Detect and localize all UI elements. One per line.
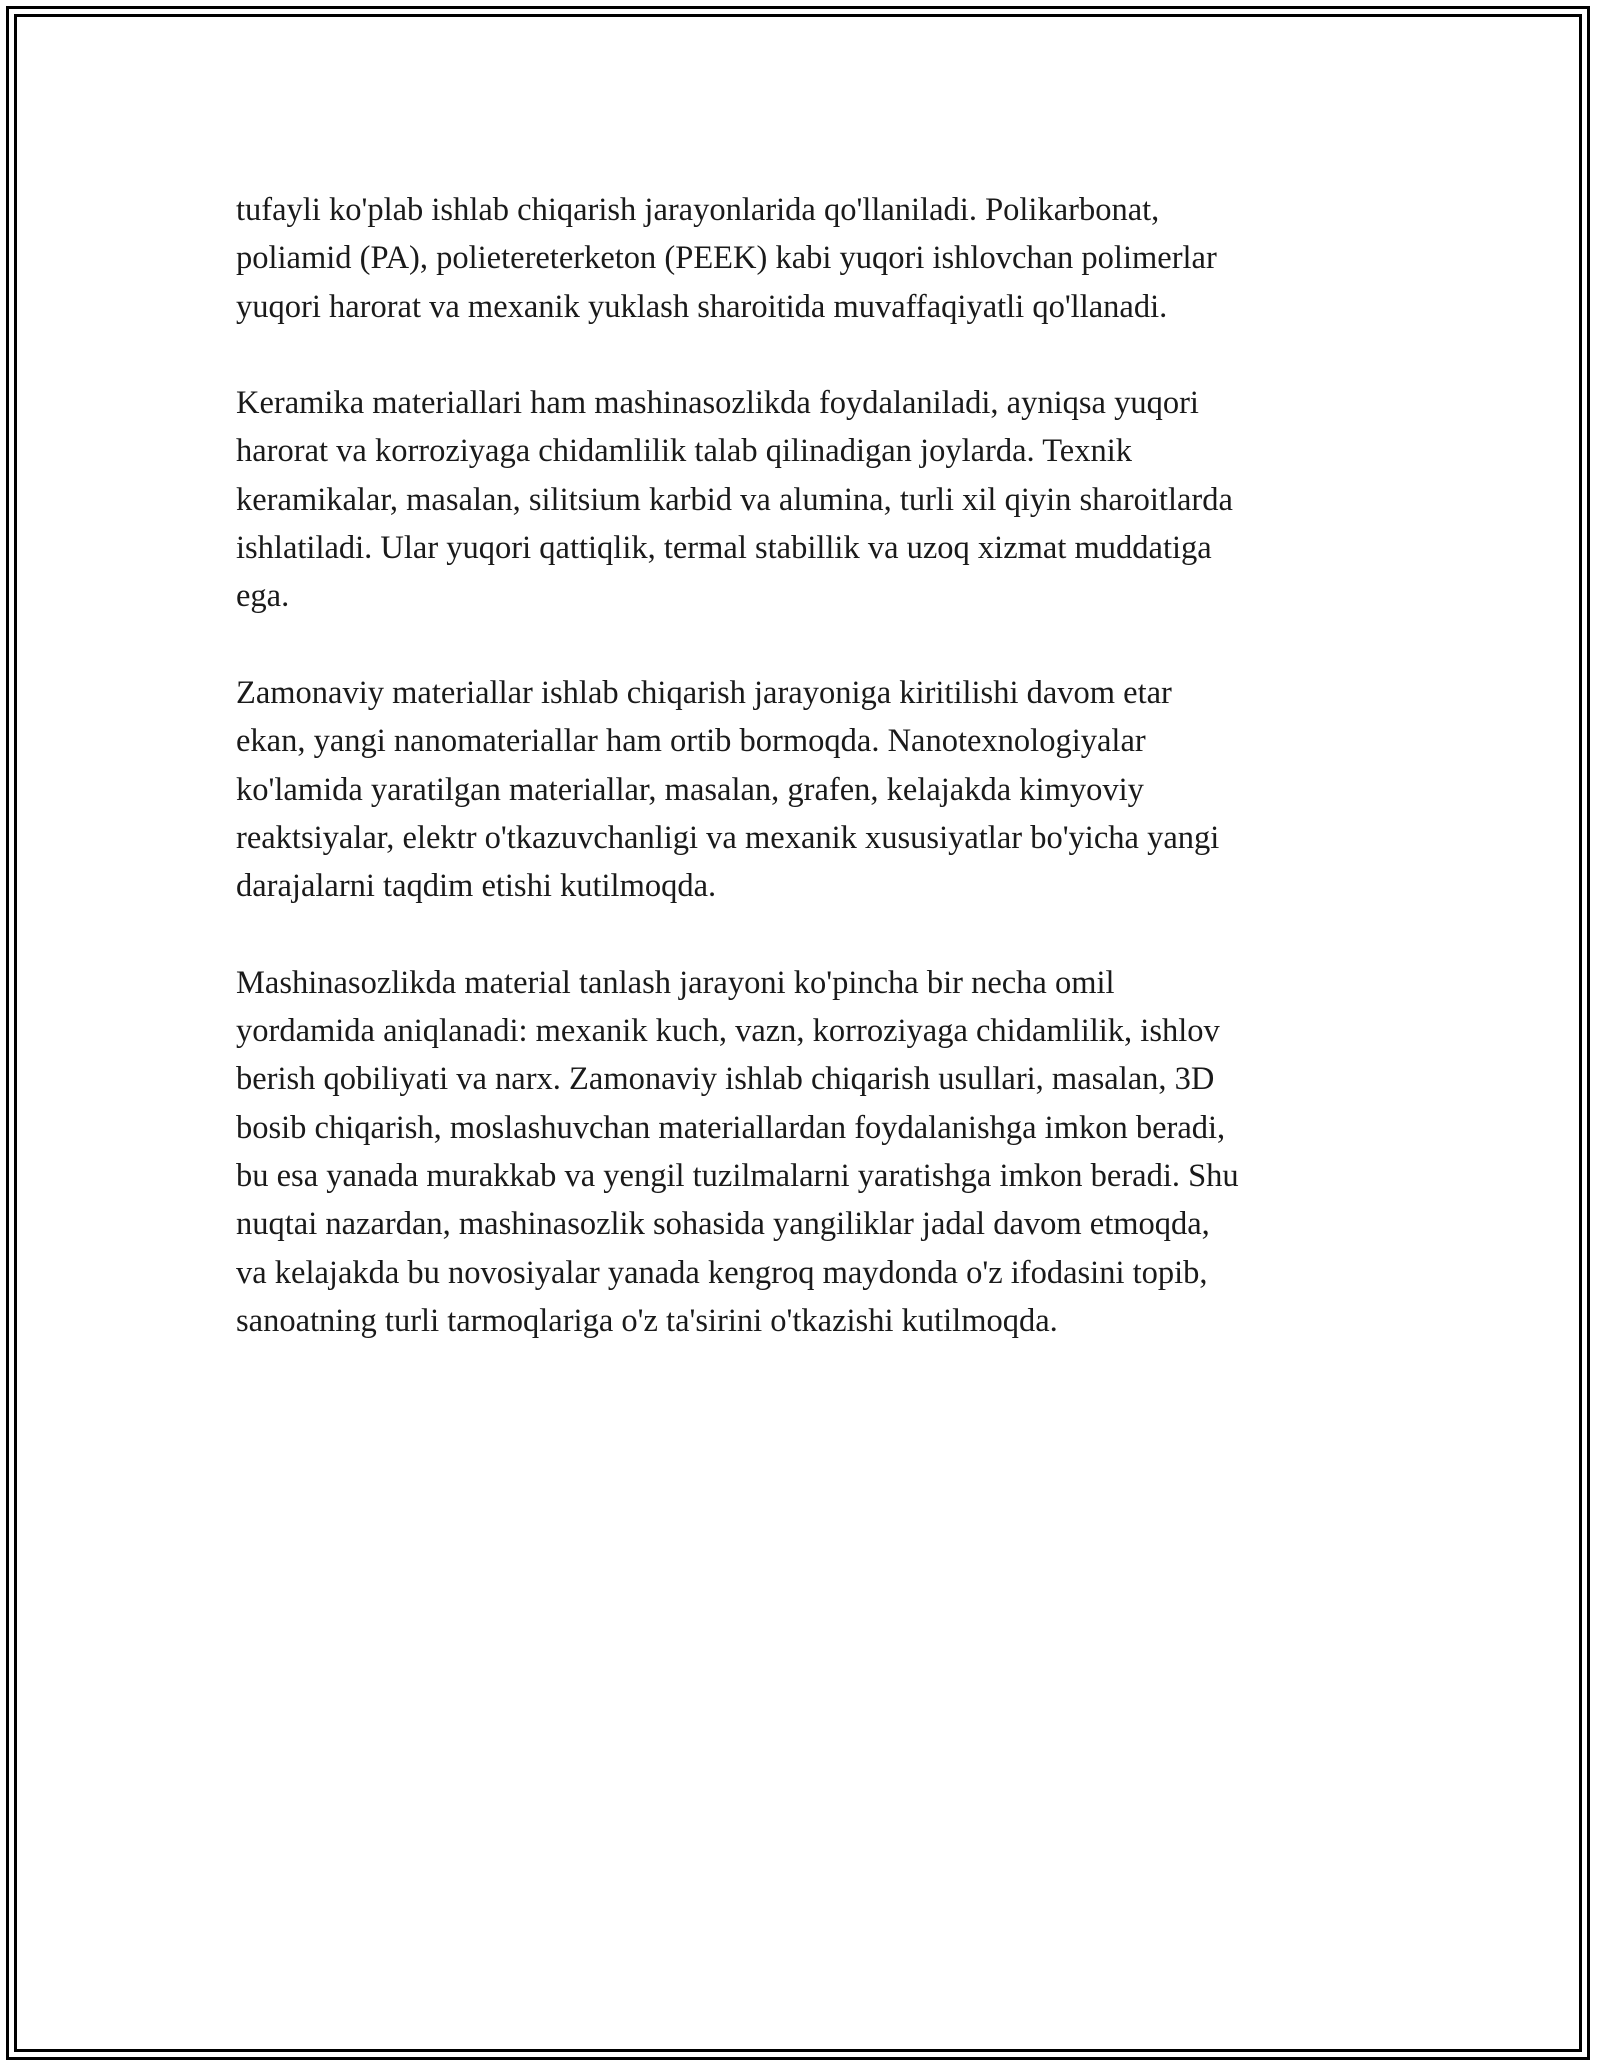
text-line: ishlatiladi. Ular yuqori qattiqlik, termal stabillik va uzoq xizmat muddatiga: [236, 530, 1212, 567]
text-line: bosib chiqarish, moslashuvchan materiallardan foydalanishga imkon beradi,: [236, 1109, 1226, 1146]
paragraph-2: [236, 379, 1386, 620]
text-line: bu esa yanada murakkab va yengil tuzilmalarni yaratishga imkon beradi. Shu: [236, 1157, 1239, 1194]
text-line: darajalarni taqdim etishi kutilmoqda.: [236, 868, 717, 905]
paragraph-1: [236, 186, 1386, 331]
text-line: va kelajakda bu novosiyalar yanada kengroq maydonda o'z ifodasini topib,: [236, 1254, 1208, 1291]
document-body: [236, 186, 1386, 1393]
text-line: ekan, yangi nanomateriallar ham ortib bormoqda. Nanotexnologiyalar: [236, 723, 1146, 760]
text-line: Mashinasozlikda material tanlash jarayoni ko'pincha bir necha omil: [236, 964, 1115, 1001]
text-line: Zamonaviy materiallar ishlab chiqarish jarayoniga kiritilishi davom etar: [236, 674, 1172, 711]
text-line: ko'lamida yaratilgan materiallar, masalan, grafen, kelajakda kimyoviy: [236, 771, 1144, 808]
text-line: keramikalar, masalan, silitsium karbid va alumina, turli xil qiyin sharoitlarda: [236, 481, 1233, 518]
text-line: sanoatning turli tarmoqlariga o'z ta'sirini o'tkazishi kutilmoqda.: [236, 1302, 1058, 1339]
paragraph-4: [236, 959, 1386, 1345]
text-line: harorat va korroziyaga chidamlilik talab qilinadigan joylarda. Texnik: [236, 433, 1132, 470]
text-line: yordamida aniqlanadi: mexanik kuch, vazn, korroziyaga chidamlilik, ishlov: [236, 1013, 1220, 1050]
text-line: berish qobiliyati va narx. Zamonaviy ishlab chiqarish usullari, masalan, 3D: [236, 1061, 1215, 1098]
text-line: Keramika materiallari ham mashinasozlikda foydalaniladi, ayniqsa yuqori: [236, 385, 1199, 422]
text-line: yuqori harorat va mexanik yuklash sharoitida muvaffaqiyatli qo'llanadi.: [236, 288, 1168, 325]
text-line: nuqtai nazardan, mashinasozlik sohasida yangiliklar jadal davom etmoqda,: [236, 1206, 1210, 1243]
text-line: ega.: [236, 578, 290, 615]
text-line: tufayli ko'plab ishlab chiqarish jarayonlarida qo'llaniladi. Polikarbonat,: [236, 192, 1160, 228]
paragraph-3: [236, 669, 1386, 910]
text-line: poliamid (PA), polietereterketon (PEEK) kabi yuqori ishlovchan polimerlar: [236, 240, 1217, 277]
text-line: reaktsiyalar, elektr o'tkazuvchanligi va mexanik xususiyatlar bo'yicha yangi: [236, 819, 1220, 856]
